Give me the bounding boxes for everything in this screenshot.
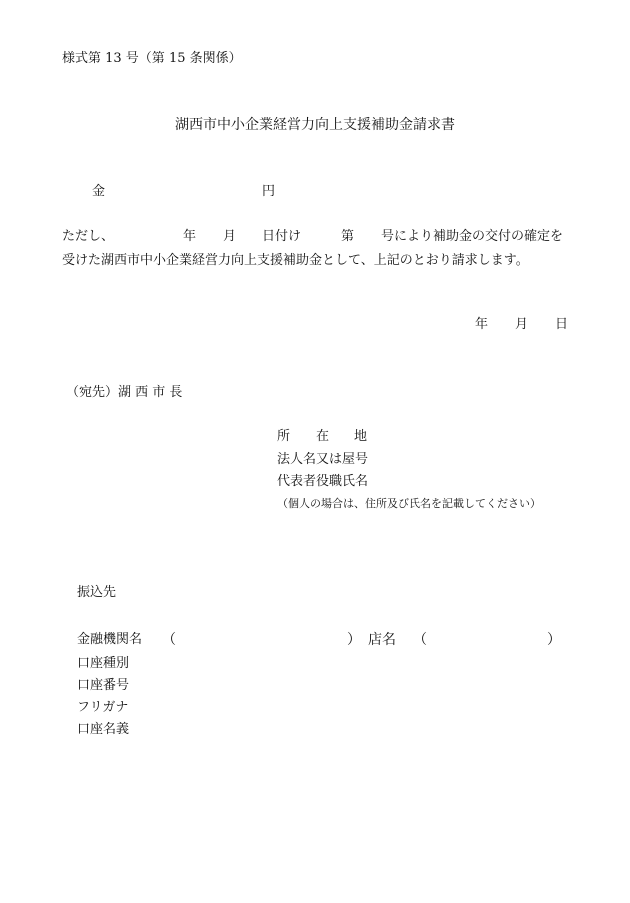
amount-kin-label: 金 <box>92 184 106 199</box>
bank-furigana-label: フリガナ <box>77 700 129 715</box>
bank-institution-close-paren: ） <box>347 632 361 648</box>
date-day-label: 日 <box>555 317 569 332</box>
addressee: （宛先）湖 西 市 長 <box>66 385 183 400</box>
bank-account-type-label: 口座種別 <box>77 656 130 671</box>
bank-account-number-label: 口座番号 <box>77 678 130 693</box>
body-dai-label: 第 <box>341 229 355 244</box>
bank-account-holder-label: 口座名義 <box>77 722 130 737</box>
body-line-2: 受けた湖西市中小企業経営力向上支援補助金として、上記のとおり請求します。 <box>62 253 529 268</box>
address-char-3: 地 <box>354 429 368 444</box>
bank-institution-open-paren: （ <box>162 632 176 648</box>
document-title: 湖西市中小企業経営力向上支援補助金請求書 <box>175 117 455 133</box>
bank-institution-label: 金融機関名 <box>77 632 143 647</box>
transfer-label: 振込先 <box>77 585 117 600</box>
body-year-label: 年 <box>183 229 197 244</box>
applicant-note: （個人の場合は、住所及び氏名を記載してください） <box>277 497 541 510</box>
body-month-label: 月 <box>223 229 237 244</box>
bank-branch-close-paren: ） <box>547 632 561 648</box>
amount-en-label: 円 <box>262 184 276 199</box>
bank-branch-label: 店名 <box>368 632 396 648</box>
body-date-suffix: 日付け <box>262 229 302 244</box>
date-month-label: 月 <box>515 317 529 332</box>
form-number: 様式第 13 号（第 15 条関係） <box>62 51 242 66</box>
body-go-rest: 号により補助金の交付の確定を <box>381 229 564 244</box>
applicant-representative-label: 代表者役職氏名 <box>277 474 369 489</box>
body-tadashi: ただし、 <box>62 229 115 244</box>
bank-branch-open-paren: （ <box>413 632 427 648</box>
applicant-company-label: 法人名又は屋号 <box>277 452 369 467</box>
address-char-2: 在 <box>316 429 330 444</box>
address-char-1: 所 <box>277 429 291 444</box>
date-year-label: 年 <box>475 317 489 332</box>
